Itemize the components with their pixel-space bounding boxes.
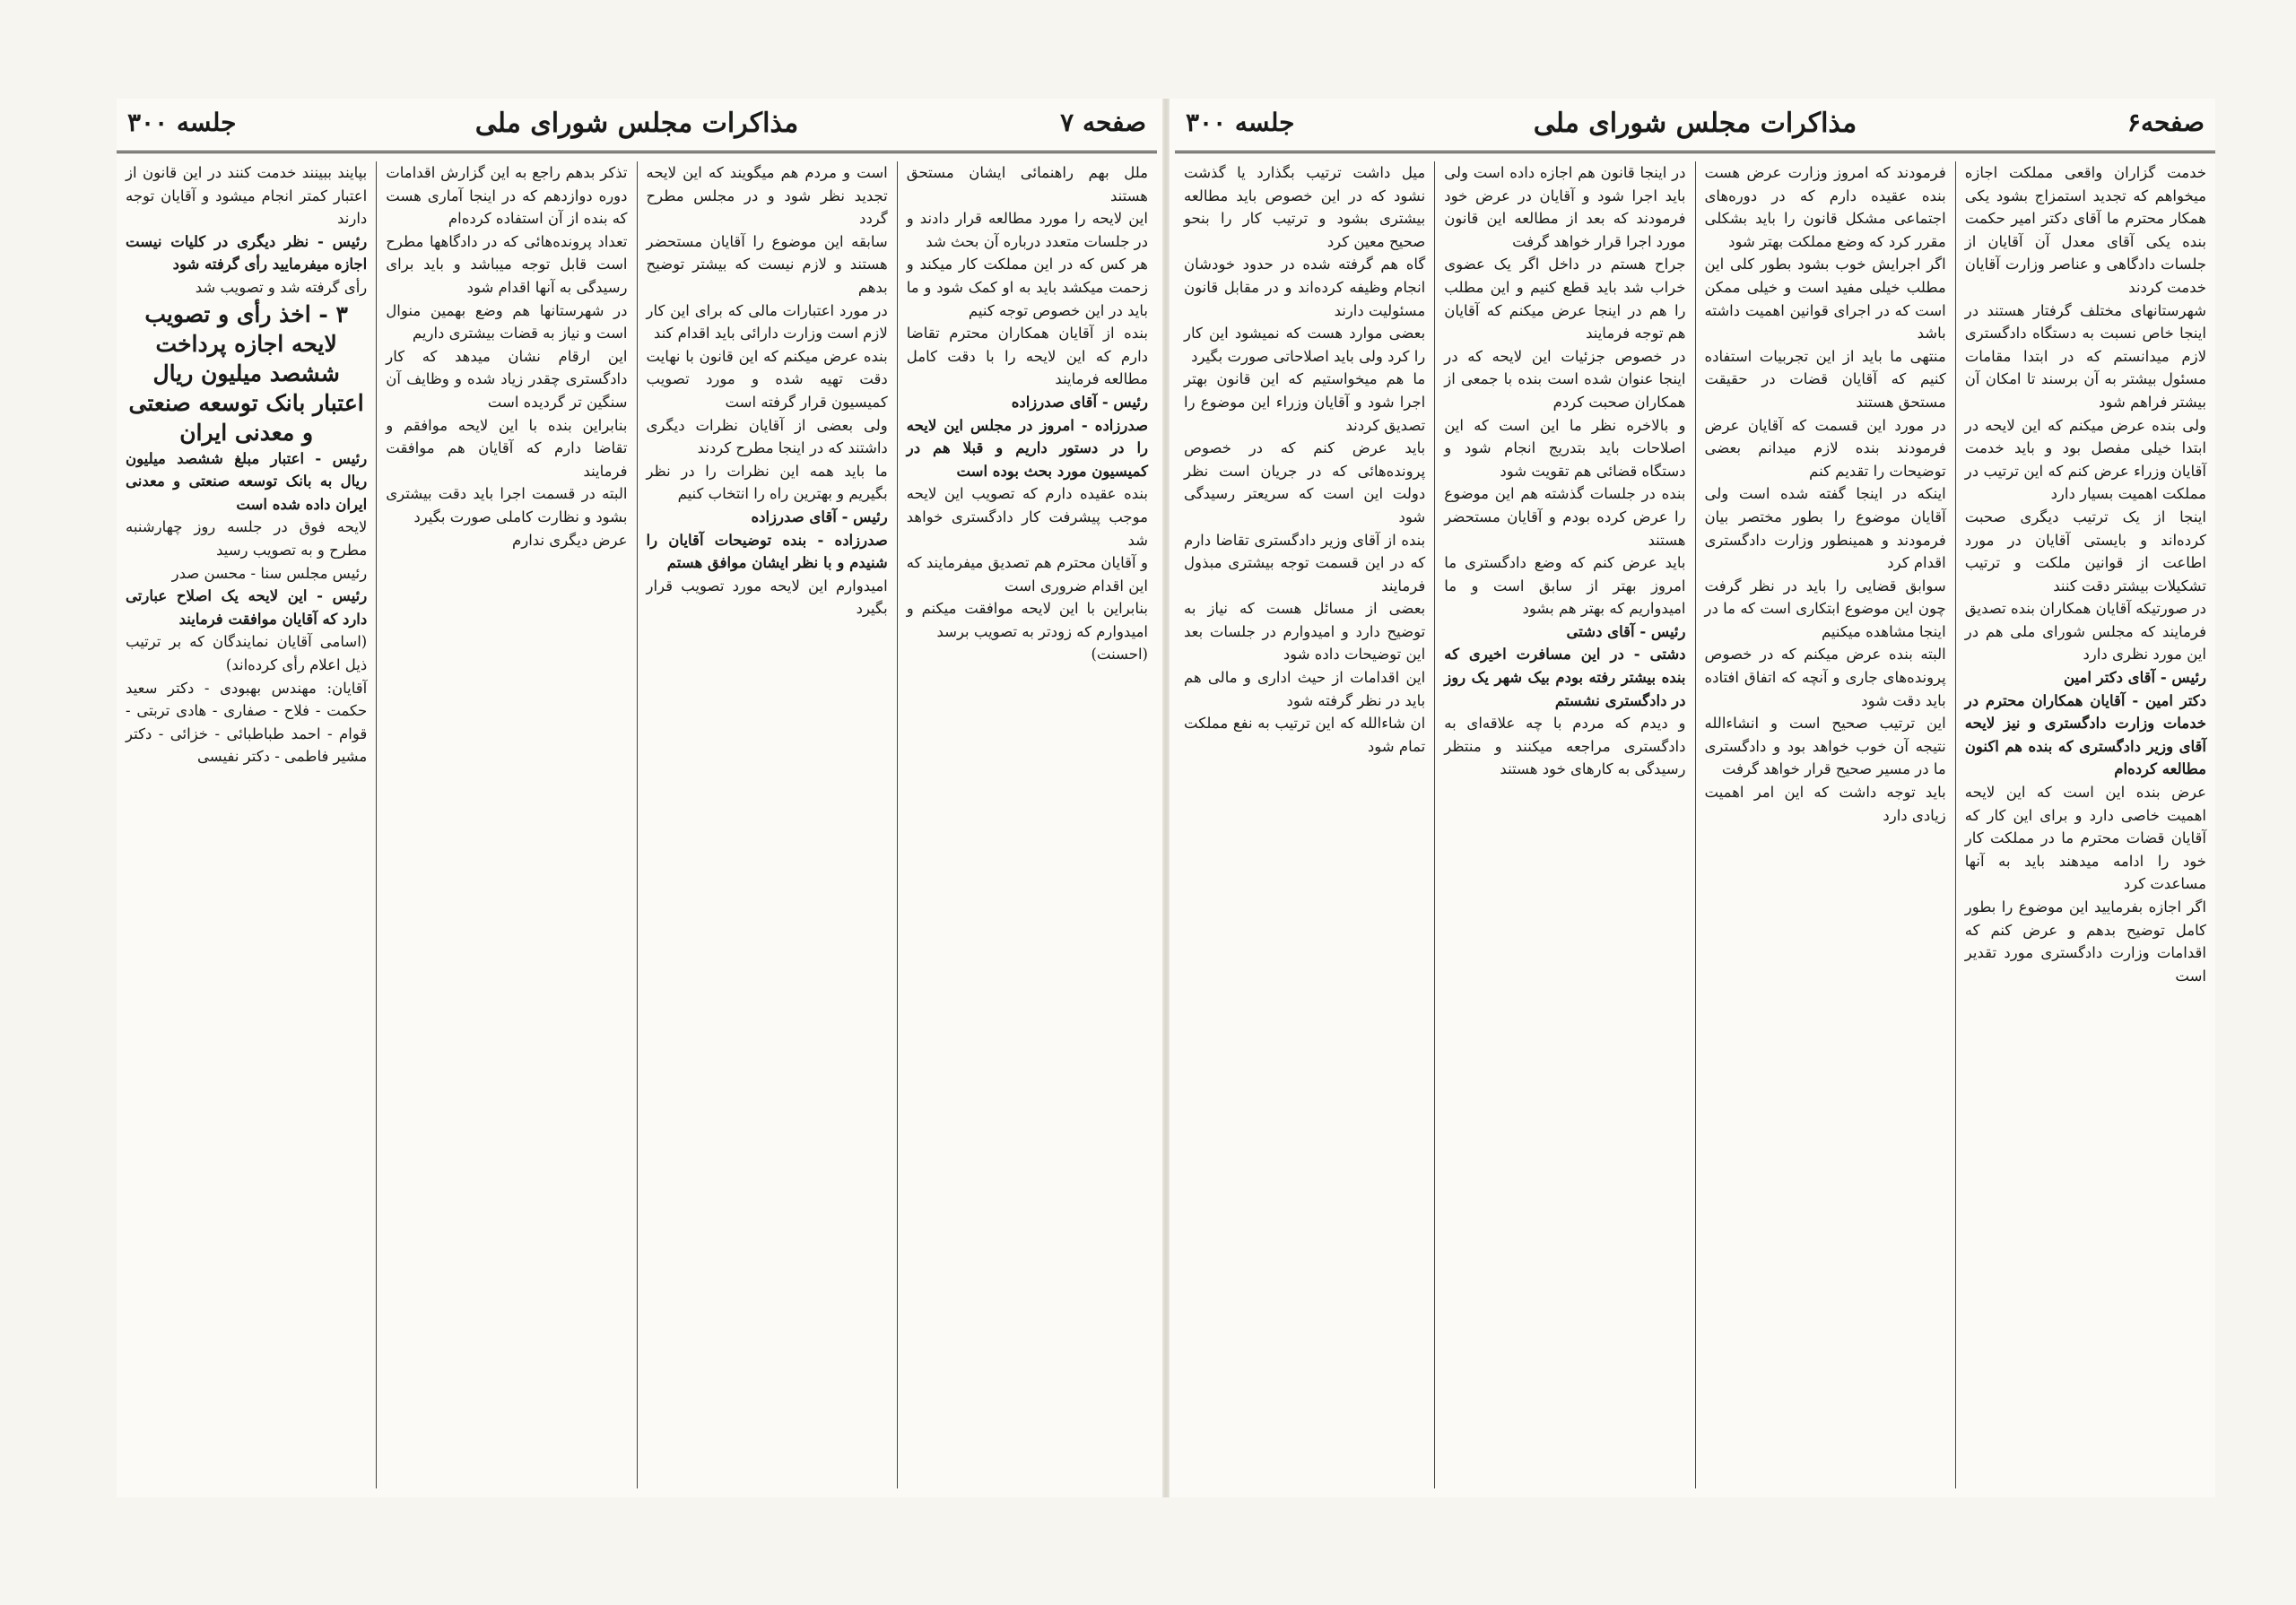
speaker-line: رئیس - آقای صدرزاده [751,508,888,525]
paragraph: عرض دیگری ندارم [512,531,628,549]
text-column [1434,161,1694,1488]
paragraph: ان شاءالله که این ترتیب به نفع مملکت تمام شود [1184,715,1426,755]
publication-title: مذاکرات مجلس شورای ملی [474,108,799,139]
paragraph: بنابراین بنده با این لایحه موافقم و تقاضا دارم که آقایان هم موافقت فرمایند [386,416,628,480]
text-column [117,161,376,1488]
paragraph: سابقه این موضوع را آقایان مستحضر هستند و لازم نیست که بیشتر توضیح بدهم [646,232,888,296]
text-column [1695,161,1955,1488]
paragraph: باید توجه داشت که این امر اهمیت زیادی دارد [1704,784,1946,824]
paragraph: در مورد اعتبارات مالی که برای این کار لازم است وزارت دارائی باید اقدام کند [646,301,888,343]
speaker-line: دکتر امین - آقایان همکاران محترم در خدمات وزارت دادگستری و نیز لایحه آقای وزیر دادگستری که بنده هم اکنون مطالعه کرده‌ام [1964,691,2206,778]
paragraph: بعضی از مسائل هست که نیاز به توضیح دارد و امیدوارم در جلسات بعد این توضیحات داده شود [1184,600,1426,664]
paragraph: تذکر بدهم راجع به این گزارش اقدامات دوره دوازدهم که در اینجا آماری هست که بنده از آن استفاده کرده‌ام [386,164,628,228]
paragraph: ما باید همه این نظرات را در نظر بگیریم و بهترین راه را انتخاب کنیم [646,462,888,503]
section-heading: ۳ - اخذ رأی و تصویب لایحه اجازه پرداخت ششصد میلیون ریال اعتبار بانک توسعه صنعتی و معدنی ایران [128,300,364,446]
paragraph: (اسامی آقایان نمایندگان که بر ترتیب ذیل اعلام رأی کرده‌اند) [126,633,368,673]
paragraph: باید عرض کنم که در خصوص پرونده‌هائی که در جریان است نظر دولت این است که سریعتر رسیدگی شود [1184,439,1426,525]
left-page [117,99,1157,1497]
paragraph: ولی بعضی از آقایان نظرات دیگری داشتند که در اینجا مطرح کردند [646,416,888,457]
paragraph: خدمت گزاران واقعی مملکت اجازه میخواهم که تجدید استمزاج بشود یکی همکار محترم ما آقای دکتر امیر حکمت بنده یکی آقای معدل آن آقایان از جلسات دادگاهی و عناصر وزارت آقایان خدمت کردند [1964,164,2206,296]
paragraph: ملل بهم راهنمائی ایشان مستحق هستند [906,164,1148,204]
paragraph: در صورتیکه آقایان همکاران بنده تصدیق فرمایند که مجلس شورای ملی هم در این مورد نظری دارد [1964,600,2206,664]
paragraph: بنده از آقایان همکاران محترم تقاضا دارم که این لایحه را با دقت کامل مطالعه فرمایند [906,325,1148,388]
paragraph: تعداد پرونده‌هائی که در دادگاهها مطرح است قابل توجه میباشد و باید برای رسیدگی به آنها اقدام شود [386,232,628,296]
page-header [117,99,1157,153]
paragraph: اگر اجرایش خوب بشود بطور کلی این مطلب خیلی مفید است و خیلی ممکن است که در اجرای قوانین اهمیت داشته باشد [1704,256,1946,343]
paragraph: گاه هم گرفته شده در حدود خودشان انجام وظیفه کرده‌اند و در مقابل قانون مسئولیت دارند [1184,256,1426,319]
paragraph: منتهی ما باید از این تجربیات استفاده کنیم که آقایان قضات در حقیقت مستحق هستند [1704,347,1946,411]
paragraph: این ارقام نشان میدهد که کار دادگستری چقدر زیاد شده و وظایف آن سنگین تر گردیده است [386,347,628,411]
paragraph: این ترتیب صحیح است و انشاءالله نتیجه آن خوب خواهد بود و دادگستری ما در مسیر صحیح قرار خواهد گرفت [1704,715,1946,778]
paragraph: لایحه فوق در جلسه روز چهارشنبه مطرح و به تصویب رسید [126,518,368,559]
paragraph: ولی بنده عرض میکنم که این لایحه در ابتدا خیلی مفصل بود و باید خدمت آقایان وزراء عرض کنم که این ترتیب در مملکت اهمیت بسیار دارد [1964,416,2206,503]
paragraph: بنابراین با این لایحه موافقت میکنم و امیدوارم که زودتر به تصویب برسد [906,600,1148,640]
speaker-line: رئیس - اعتبار مبلغ ششصد میلیون ریال به بانک توسعه صنعتی و معدنی ایران داده شده است [126,449,368,513]
page-gutter [1162,99,1170,1497]
paragraph: این لایحه را مورد مطالعه قرار دادند و در جلسات متعدد درباره آن بحث شد [906,210,1148,250]
paragraph: اینجا از یک ترتیب دیگری صحبت کرده‌اند و بایستی آقایان در مورد اطاعت از قوانین ملکت و ترتیب تشکیلات بیشتر دقت کنند [1964,508,2206,594]
text-columns [1175,161,2215,1488]
text-columns [117,161,1157,1488]
paragraph: فرمودند که امروز وزارت عرض هست بنده عقیده دارم که در دوره‌های اجتماعی مشکل قانون را باید بشکلی مقرر کرد که وضع مملکت بهتر شود [1704,164,1946,250]
speaker-line: رئیس - این لایحه یک اصلاح عبارتی دارد که آقایان موافقت فرمایند [126,587,368,628]
paragraph: میل داشت ترتیب بگذارد یا گذشت نشود که در این خصوص باید مطالعه بیشتری بشود و ترتیب کار را بنحو صحیح معین کرد [1184,164,1426,250]
paragraph: و دیدم که مردم با چه علاقه‌ای به دادگستری مراجعه میکنند و منتظر رسیدگی به کارهای خود هستند [1444,715,1686,778]
paragraph: رئیس مجلس سنا - محسن صدر [171,564,368,582]
paragraph: هر کس که در این مملکت کار میکند و زحمت میکشد باید به او کمک شود و ما باید در این خصوص توجه کنیم [906,256,1148,319]
publication-title: مذاکرات مجلس شورای ملی [1533,108,1857,139]
paragraph: جراح هستم در داخل اگر یک عضوی خراب شد باید قطع کنیم و این مطلب را هم در اینجا عرض میکنم که آقایان هم توجه فرمایند [1444,256,1686,343]
speaker-line: رئیس - آقای دکتر امین [2063,669,2206,687]
paragraph: اگر اجازه بفرمایید این موضوع را بطور کامل توضیح بدهم و عرض کنم که اقدامات وزارت دادگستری مورد تقدیر است [1964,898,2206,985]
paragraph: در مورد این قسمت که آقایان عرض فرمودند بنده لازم میدانم بعضی توضیحات را تقدیم کنم [1704,416,1946,480]
paragraph: (احسنت) [1091,646,1148,664]
paragraph: و بالاخره نظر ما این است که این اصلاحات باید بتدریج انجام شود و دستگاه قضائی هم تقویت شود [1444,416,1686,480]
speaker-line: دشتی - در این مسافرت اخیری که بنده بیشتر رفته بودم بیک شهر یک روز در دادگستری نشستم [1444,646,1686,709]
text-column [1175,161,1434,1488]
paragraph: بنده عرض میکنم که این قانون با نهایت دقت تهیه شده و مورد تصویب کمیسیون قرار گرفته است [646,347,888,411]
paragraph: بعضی موارد هست که نمیشود این کار را کرد ولی باید اصلاحاتی صورت بگیرد [1184,325,1426,365]
speaker-line: صدرزاده - امروز در مجلس این لایحه را در دستور داریم و قبلا هم در کمیسیون مورد بحث بوده است [906,416,1148,480]
paragraph: در خصوص جزئیات این لایحه که در اینجا عنوان شده است بنده با جمعی از همکاران صحبت کردم [1444,347,1686,411]
paragraph: بپایند ببینند خدمت کنند در این قانون از اعتبار کمتر انجام میشود و آقایان توجه دارند [126,164,368,228]
newspaper-spread [117,99,2215,1497]
paragraph: بنده عقیده دارم که تصویب این لایحه موجب پیشرفت کار دادگستری خواهد شد [906,485,1148,549]
paragraph: این اقدامات از حیث اداری و مالی هم باید در نظر گرفته شود [1184,669,1426,709]
paragraph: شهرستانهای مختلف گرفتار هستند در اینجا خاص نسبت به دستگاه دادگستری لازم میدانستم که در ابتدا مقامات مسئول بیشتر به آن برسند تا امکان آن بیشتر فراهم شود [1964,301,2206,411]
paragraph: امیدوارم این لایحه مورد تصویب قرار بگیرد [646,577,888,618]
speaker-line: صدرزاده - بنده توضیحات آقایان را شنیدم و با نظر ایشان موافق هستم [646,531,888,572]
page-header [1175,99,2215,153]
speaker-line: رئیس - آقای دشتی [1566,622,1686,640]
paragraph: البته در قسمت اجرا باید دقت بیشتری بشود و نظارت کاملی صورت بگیرد [386,485,628,525]
text-column [376,161,636,1488]
paragraph: عرض بنده این است که این لایحه اهمیت خاصی دارد و برای این کار که آقایان قضات محترم ما در مملکت کار خود را ادامه میدهند باید به آنها مساعدت کرد [1964,784,2206,893]
page-number: صفحه ۷ [1060,108,1146,137]
paragraph: در شهرستانها هم وضع بهمین منوال است و نیاز به قضات بیشتری داریم [386,301,628,343]
paragraph: سوابق قضایی را باید در نظر گرفت چون این موضوع ابتکاری است که ما در اینجا مشاهده میکنیم [1704,577,1946,640]
paragraph: است و مردم هم میگویند که این لایحه تجدید نظر شود و در مجلس مطرح گردد [646,164,888,228]
paragraph: رأی گرفته شد و تصویب شد [195,278,368,296]
paragraph: ما هم میخواستیم که این قانون بهتر اجرا شود و آقایان وزراء این موضوع را تصدیق کردند [1184,370,1426,434]
paragraph: در اینجا قانون هم اجازه داده است ولی باید اجرا شود و آقایان در عرض خود فرمودند که بعد از مطالعه این قانون مورد اجرا قرار خواهد گرفت [1444,164,1686,250]
session-number: جلسه ۳۰۰ [127,108,237,137]
speaker-line: رئیس - نظر دیگری در کلیات نیست اجازه میفرمایید رأی گرفته شود [126,232,368,273]
paragraph: بنده در جلسات گذشته هم این موضوع را عرض کرده بودم و آقایان مستحضر هستند [1444,485,1686,549]
paragraph: و آقایان محترم هم تصدیق میفرمایند که این اقدام ضروری است [906,554,1148,594]
paragraph: بنده از آقای وزیر دادگستری تقاضا دارم که در این قسمت توجه بیشتری مبذول فرمایند [1184,531,1426,594]
speaker-line: رئیس - آقای صدرزاده [1011,393,1148,411]
session-number: جلسه ۳۰۰ [1186,108,1295,137]
text-column [1955,161,2215,1488]
text-column [637,161,897,1488]
paragraph: البته بنده عرض میکنم که در خصوص پرونده‌های جاری و آنچه که اتفاق افتاده باید دقت شود [1704,646,1946,709]
paragraph: باید عرض کنم که وضع دادگستری ما امروز بهتر از سابق است و ما امیدواریم که بهتر هم بشود [1444,554,1686,618]
paragraph: آقایان: مهندس بهبودی - دکتر سعید حکمت - فلاح - صفاری - هادی تربتی - قوام - احمد طباطبائی - خزائی - دکتر مشیر فاطمی - دکتر نفیسی [126,679,368,766]
right-page [1175,99,2215,1497]
page-number: صفحه۶ [2126,108,2205,137]
paragraph: اینکه در اینجا گفته شده است ولی آقایان موضوع را بطور مختصر بیان فرمودند و همینطور وزارت دادگستری اقدام کرد [1704,485,1946,572]
text-column [897,161,1157,1488]
